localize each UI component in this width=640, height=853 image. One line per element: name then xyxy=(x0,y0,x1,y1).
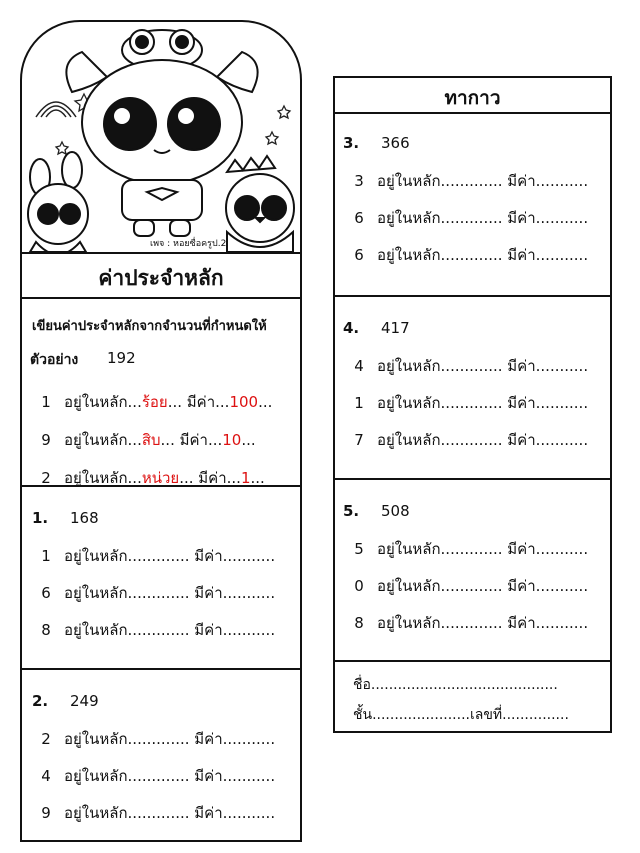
blank-answer-line[interactable]: อยู่ในหลัก............. มีค่า........... xyxy=(377,431,589,449)
example-digit: 1 xyxy=(41,393,51,411)
class-number-line[interactable]: ชั้น......................เลขที่............... xyxy=(353,707,569,723)
example-label: ตัวอย่าง xyxy=(30,352,79,368)
question-label: 3. xyxy=(343,134,360,152)
example-digit: 2 xyxy=(41,469,51,487)
value-suffix: ... xyxy=(258,393,273,411)
credit-text: เพจ : หอยซื่อครูป.2 xyxy=(150,239,227,249)
blank-answer-line[interactable]: อยู่ในหลัก............. มีค่า........... xyxy=(64,621,276,639)
digit: 7 xyxy=(354,431,364,449)
answer-row[interactable] xyxy=(335,166,610,196)
place-answer: สิบ xyxy=(141,431,161,449)
digit: 2 xyxy=(41,730,51,748)
blank-answer-line[interactable]: อยู่ในหลัก............. มีค่า........... xyxy=(377,394,589,412)
question-5-box xyxy=(335,478,610,660)
title-box xyxy=(22,252,300,297)
place-prefix: อยู่ในหลัก... xyxy=(64,393,142,411)
blank-answer-line[interactable]: อยู่ในหลัก............. มีค่า........... xyxy=(64,767,276,785)
blank-answer-line[interactable]: อยู่ในหลัก............. มีค่า........... xyxy=(377,172,589,190)
question-number: 366 xyxy=(381,134,410,152)
question-label: 4. xyxy=(343,319,360,337)
answer-row[interactable] xyxy=(335,571,610,601)
answer-row[interactable] xyxy=(335,425,610,455)
answer-row[interactable] xyxy=(22,615,300,645)
answer-row[interactable] xyxy=(335,388,610,418)
place-prefix: อยู่ในหลัก... xyxy=(64,469,142,487)
question-label: 1. xyxy=(32,509,49,527)
question-number: 168 xyxy=(70,509,99,527)
blank-answer-line[interactable]: อยู่ในหลัก............. มีค่า........... xyxy=(64,584,276,602)
digit: 6 xyxy=(354,209,364,227)
blank-answer-line[interactable]: อยู่ในหลัก............. มีค่า........... xyxy=(64,547,276,565)
question-number: 508 xyxy=(381,502,410,520)
example-row-text xyxy=(64,387,272,417)
blank-answer-line[interactable]: อยู่ในหลัก............. มีค่า........... xyxy=(64,804,276,822)
blank-answer-line[interactable]: อยู่ในหลัก............. มีค่า........... xyxy=(377,209,589,227)
value-answer: 10 xyxy=(222,431,242,449)
digit: 6 xyxy=(354,246,364,264)
value-answer: 100 xyxy=(229,393,259,411)
digit: 4 xyxy=(41,767,51,785)
digit: 0 xyxy=(354,577,364,595)
blank-answer-line[interactable]: อยู่ในหลัก............. มีค่า........... xyxy=(377,614,589,632)
digit: 8 xyxy=(354,614,364,632)
name-line[interactable]: ชื่อ.......................................... xyxy=(353,677,558,693)
example-digit: 9 xyxy=(41,431,51,449)
example-box xyxy=(22,297,300,485)
answer-row[interactable] xyxy=(335,351,610,381)
example-row xyxy=(22,387,300,417)
answer-row[interactable] xyxy=(22,798,300,828)
answer-row[interactable] xyxy=(22,578,300,608)
blank-answer-line[interactable]: อยู่ในหลัก............. มีค่า........... xyxy=(377,540,589,558)
question-2-box xyxy=(22,668,300,842)
answer-row[interactable] xyxy=(22,541,300,571)
answer-row[interactable] xyxy=(335,534,610,564)
bunny-character xyxy=(28,152,88,252)
rainbow-icon xyxy=(36,102,76,117)
cartoon-characters-illustration xyxy=(22,22,300,252)
glue-header xyxy=(335,78,610,114)
digit: 3 xyxy=(354,172,364,190)
question-number: 249 xyxy=(70,692,99,710)
answer-row[interactable] xyxy=(22,724,300,754)
worksheet-right-panel xyxy=(333,76,612,733)
value-suffix: ... xyxy=(241,431,256,449)
example-number: 192 xyxy=(107,349,136,367)
page-title: ค่าประจำหลัก xyxy=(98,266,224,290)
question-label: 5. xyxy=(343,502,360,520)
chick-character xyxy=(226,156,294,252)
answer-row[interactable] xyxy=(22,761,300,791)
answer-row[interactable] xyxy=(335,608,610,638)
digit: 6 xyxy=(41,584,51,602)
question-1-box xyxy=(22,485,300,668)
digit: 5 xyxy=(354,540,364,558)
digit: 4 xyxy=(354,357,364,375)
value-answer: 1 xyxy=(240,469,251,487)
value-prefix: ... มีค่า... xyxy=(160,431,223,449)
digit: 8 xyxy=(41,621,51,639)
value-prefix: ... มีค่า... xyxy=(167,393,230,411)
value-prefix: ... มีค่า... xyxy=(179,469,241,487)
question-number: 417 xyxy=(381,319,410,337)
value-suffix: ... xyxy=(250,469,265,487)
example-row-text xyxy=(64,425,256,455)
digit: 9 xyxy=(41,804,51,822)
place-prefix: อยู่ในหลัก... xyxy=(64,431,142,449)
instruction-text: เขียนค่าประจำหลักจากจำนวนที่กำหนดให้ xyxy=(32,319,267,334)
digit: 1 xyxy=(41,547,51,565)
answer-row[interactable] xyxy=(335,203,610,233)
place-answer: หน่วย xyxy=(141,469,180,487)
answer-row[interactable] xyxy=(335,240,610,270)
example-row xyxy=(22,425,300,455)
question-4-box xyxy=(335,295,610,478)
question-label: 2. xyxy=(32,692,49,710)
blank-answer-line[interactable]: อยู่ในหลัก............. มีค่า........... xyxy=(64,730,276,748)
place-answer: ร้อย xyxy=(141,393,168,411)
glue-label: ทากาว xyxy=(444,87,501,109)
blank-answer-line[interactable]: อยู่ในหลัก............. มีค่า........... xyxy=(377,577,589,595)
blank-answer-line[interactable]: อยู่ในหลัก............. มีค่า........... xyxy=(377,357,589,375)
worksheet-left-panel xyxy=(20,20,302,842)
question-3-box xyxy=(335,112,610,295)
blank-answer-line[interactable]: อยู่ในหลัก............. มีค่า........... xyxy=(377,246,589,264)
student-info-box xyxy=(335,660,610,733)
digit: 1 xyxy=(354,394,364,412)
